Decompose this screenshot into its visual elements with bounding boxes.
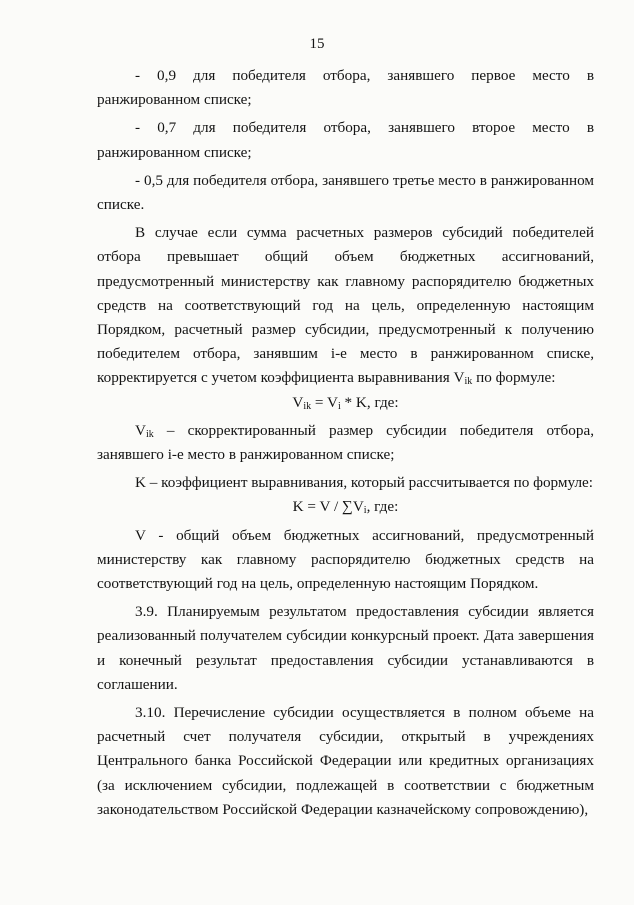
formula-k: $K = V / \sum V_i$, где: xyxy=(292,498,399,517)
page-number: 15 xyxy=(309,36,325,52)
clause-3-9: 3.9. Планируемым результатом предоставления субсидии является реализованный получателем субсидии конкурсный проект. Дата завершения и конечный результат предоставления субсидии устанавливаются в соглашении. xyxy=(97,603,594,693)
formula-vik: $V_{ik} = V_i * K$, где: xyxy=(292,393,399,412)
paragraph-k-definition: K – коэффициент выравнивания, который рассчитывается по формуле: xyxy=(135,474,593,492)
paragraph-vik-definition: $V_{ik}$ – скорректированный размер субсидии победителя отбора, занявшего i-е место в ранжированном списке; xyxy=(97,421,594,464)
paragraph-coef-second: - 0,7 для победителя отбора, занявшего второе место в ранжированном списке; xyxy=(97,119,594,161)
paragraph-coef-third: - 0,5 для победителя отбора, занявшего третье место в ранжированном списке. xyxy=(97,171,594,214)
clause-3-10: 3.10. Перечисление субсидии осуществляется в полном объеме на расчетный счет получателя субсидии, открытый в учреждениях Центрального банка Российской Федерации или кредитных организациях (за исключением субсидии, подлежащей в соответствии с бюджетным законодательством Российской Федерации казначейскому сопровождению), xyxy=(97,704,594,818)
paragraph-coef-first: - 0,9 для победителя отбора, занявшего первое место в ранжированном списке; xyxy=(97,67,594,109)
document-body xyxy=(97,64,594,822)
paragraph-v-definition: V - общий объем бюджетных ассигнований, предусмотренный министерству как главному распорядителю бюджетных средств на соответствующий год на цель, определенную настоящим Порядком. xyxy=(97,526,594,593)
paragraph-correction: В случае если сумма расчетных размеров субсидий победителей отбора превышает общий объем бюджетных ассигнований, предусмотренный министерству как главному распорядителю бюджетных средств на соответствующий год на цель, определенную настоящим Порядком, расчетный размер субсидии, предусмотренный к получению победителем отбора, занявшим i-е место в ранжированном списке, корректируется с учетом коэффициента выравнивания $V_{ik}$ по формуле: xyxy=(97,224,594,388)
